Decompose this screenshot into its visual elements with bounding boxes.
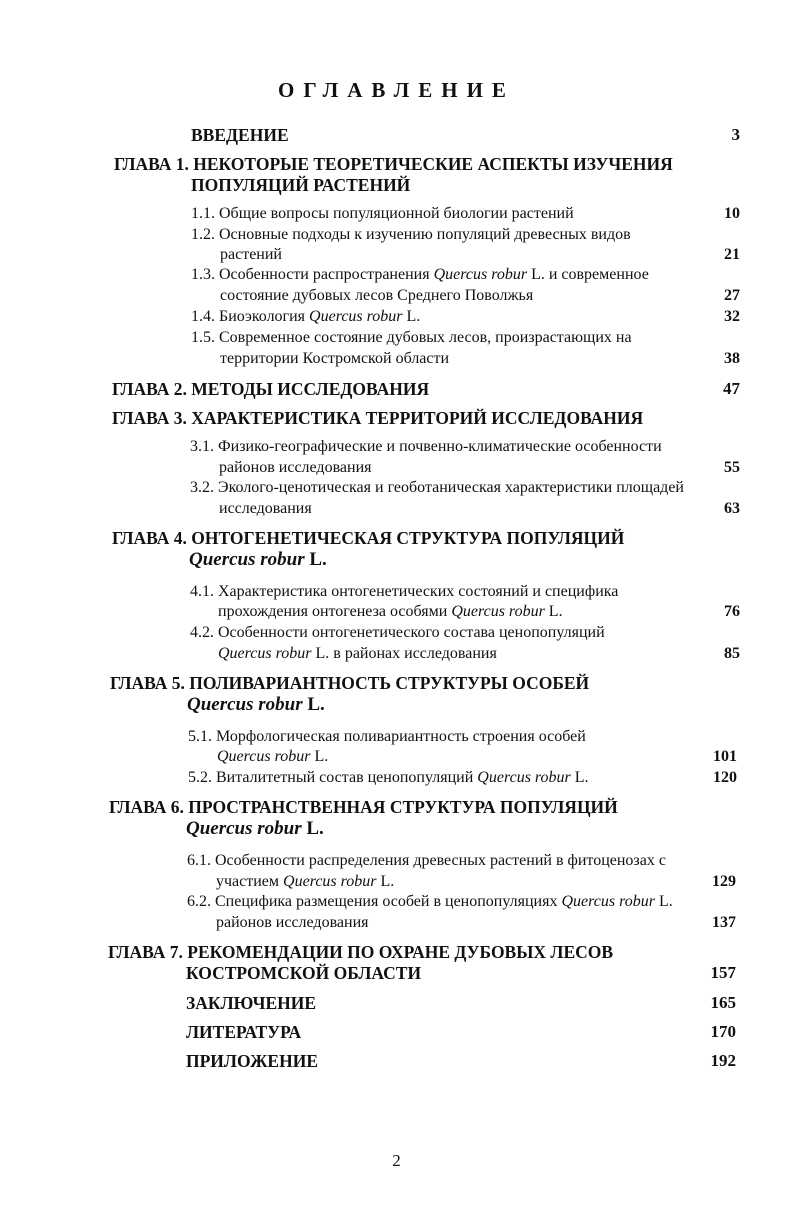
text-part: L. [654, 893, 673, 910]
toc-section-1-3[interactable] [191, 266, 649, 284]
toc-section-3-1-page: 55 [724, 459, 740, 476]
text-part: L. [310, 748, 329, 765]
toc-section-6-2[interactable] [187, 893, 673, 911]
text-part: L. в районах исследования [311, 645, 497, 662]
text-part: L. [570, 769, 589, 786]
toc-ch6-heading[interactable]: ГЛАВА 6. ПРОСТРАНСТВЕННАЯ СТРУКТУРА ПОПУЛЯЦИЙ [109, 797, 618, 817]
text-part: прохождения онтогенеза особями [218, 603, 452, 620]
species-name: Quercus robur [217, 748, 311, 765]
toc-section-1-5-page: 38 [724, 350, 740, 367]
toc-section-3-2-page: 63 [724, 500, 740, 517]
species-name: Quercus robur [477, 769, 571, 786]
text-part: L. [304, 549, 327, 570]
toc-ch4-heading[interactable]: ГЛАВА 4. ОНТОГЕНЕТИЧЕСКАЯ СТРУКТУРА ПОПУЛЯЦИЙ [112, 528, 625, 548]
toc-intro-page: 3 [731, 125, 740, 144]
toc-section-5-1-page: 101 [713, 748, 737, 765]
toc-section-1-4-page: 32 [724, 308, 740, 325]
toc-conclusion-page: 165 [710, 993, 736, 1012]
toc-section-3-1[interactable]: 3.1. Физико-географические и почвенно-климатические особенности [190, 438, 662, 455]
toc-section-6-1-page: 129 [712, 873, 736, 890]
toc-section-5-2[interactable] [188, 769, 589, 787]
text-part: 5.2. Виталитетный состав ценопопуляций [188, 769, 478, 786]
toc-section-5-1-cont [217, 748, 328, 766]
text-part: L. [302, 694, 325, 715]
toc-section-3-2-cont: исследования [219, 500, 312, 517]
toc-ch3-heading[interactable]: ГЛАВА 3. ХАРАКТЕРИСТИКА ТЕРРИТОРИЙ ИССЛЕДОВАНИЯ [112, 408, 644, 428]
toc-ch4-heading-cont [189, 549, 327, 571]
page-number: 2 [392, 1151, 401, 1170]
text-part: L. и современное [527, 266, 649, 283]
toc-section-6-1-cont [216, 873, 394, 891]
toc-literature-label[interactable]: ЛИТЕРАТУРА [186, 1022, 302, 1042]
toc-section-1-2-cont: растений [220, 246, 282, 263]
toc-ch6-heading-cont [186, 818, 324, 840]
text-part: L. [301, 818, 324, 839]
toc-section-4-1-cont [218, 603, 563, 621]
toc-intro-label[interactable]: ВВЕДЕНИЕ [191, 125, 289, 145]
toc-section-6-2-page: 137 [712, 914, 736, 931]
toc-ch1-heading[interactable]: ГЛАВА 1. НЕКОТОРЫЕ ТЕОРЕТИЧЕСКИЕ АСПЕКТЫ ИЗУЧЕНИЯ [114, 154, 673, 174]
toc-appendix-label[interactable]: ПРИЛОЖЕНИЕ [186, 1051, 319, 1071]
toc-section-1-3-page: 27 [724, 287, 740, 304]
toc-section-1-5-cont: территории Костромской области [220, 350, 450, 367]
toc-section-6-1[interactable]: 6.1. Особенности распределения древесных растений в фитоценозах с [187, 852, 666, 869]
toc-section-1-5[interactable]: 1.5. Современное состояние дубовых лесов, произрастающих на [191, 329, 632, 346]
toc-appendix-page: 192 [710, 1051, 736, 1070]
toc-section-3-2[interactable]: 3.2. Эколого-ценотическая и геоботаническая характеристики площадей [190, 479, 684, 496]
text-part: L. [544, 603, 563, 620]
toc-section-1-4[interactable] [191, 308, 420, 326]
toc-section-1-2-page: 21 [724, 246, 740, 263]
toc-literature-page: 170 [710, 1022, 736, 1041]
species-name: Quercus robur [451, 603, 545, 620]
species-name: Quercus robur [218, 645, 312, 662]
toc-ch2-heading[interactable]: ГЛАВА 2. МЕТОДЫ ИССЛЕДОВАНИЯ [112, 379, 430, 399]
toc-section-1-1-page: 10 [724, 205, 740, 222]
text-part: участием [216, 873, 284, 890]
toc-section-4-2-cont [218, 645, 497, 663]
toc-ch2-page: 47 [723, 379, 740, 398]
toc-section-5-1[interactable]: 5.1. Морфологическая поливариантность строения особей [188, 728, 586, 745]
toc-ch7-heading-cont: КОСТРОМСКОЙ ОБЛАСТИ [186, 963, 422, 983]
toc-ch7-page: 157 [710, 963, 736, 982]
text-part: L. [402, 308, 421, 325]
toc-section-1-2[interactable]: 1.2. Основные подходы к изучению популяций древесных видов [191, 226, 631, 243]
toc-section-1-1[interactable]: 1.1. Общие вопросы популяционной биологии растений [191, 205, 574, 222]
toc-section-5-2-page: 120 [713, 769, 737, 786]
toc-conclusion-label[interactable]: ЗАКЛЮЧЕНИЕ [186, 993, 317, 1013]
text-part: L. [376, 873, 395, 890]
species-name: Quercus robur [561, 893, 655, 910]
toc-ch5-heading[interactable]: ГЛАВА 5. ПОЛИВАРИАНТНОСТЬ СТРУКТУРЫ ОСОБЕЙ [110, 673, 590, 693]
species-name: Quercus robur [283, 873, 377, 890]
toc-section-3-1-cont: районов исследования [219, 459, 372, 476]
text-part: 1.3. Особенности распространения [191, 266, 434, 283]
species-name: Quercus robur [189, 549, 305, 570]
toc-section-6-2-cont: районов исследования [216, 914, 369, 931]
toc-section-4-1-page: 76 [724, 603, 740, 620]
species-name: Quercus robur [187, 694, 303, 715]
toc-section-1-3-cont: состояние дубовых лесов Среднего Поволжья [220, 287, 534, 304]
toc-ch1-heading-cont: ПОПУЛЯЦИЙ РАСТЕНИЙ [191, 175, 411, 195]
toc-ch5-heading-cont [187, 694, 325, 716]
text-part: 6.2. Специфика размещения особей в ценопопуляциях [187, 893, 562, 910]
species-name: Quercus robur [186, 818, 302, 839]
text-part: 1.4. Биоэкология [191, 308, 310, 325]
toc-section-4-1[interactable]: 4.1. Характеристика онтогенетических состояний и специфика [190, 583, 619, 600]
toc-section-4-2[interactable]: 4.2. Особенности онтогенетического состава ценопопуляций [190, 624, 605, 641]
species-name: Quercus robur [433, 266, 528, 283]
toc-title: ОГЛАВЛЕНИЕ [278, 78, 515, 102]
species-name: Quercus robur [309, 308, 403, 325]
toc-section-4-2-page: 85 [724, 645, 740, 662]
toc-ch7-heading[interactable]: ГЛАВА 7. РЕКОМЕНДАЦИИ ПО ОХРАНЕ ДУБОВЫХ ЛЕСОВ [108, 942, 614, 962]
